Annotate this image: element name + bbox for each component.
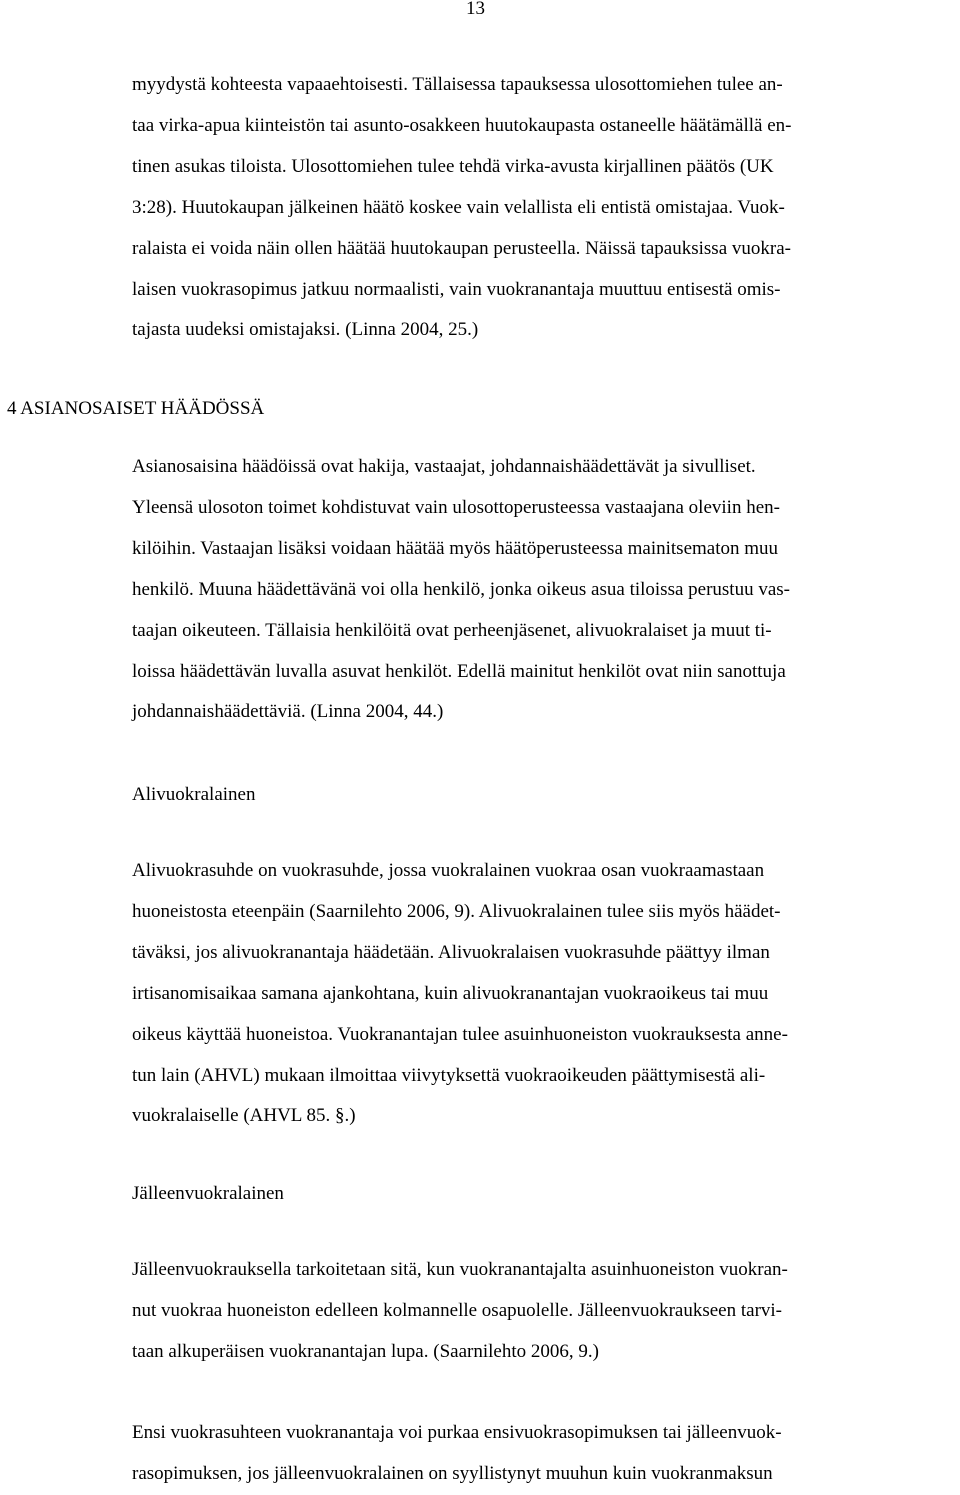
page-number: 13 (466, 0, 485, 19)
text-line: kilöihin. Vastaajan lisäksi voidaan häätää myös häätöperusteessa mainitsematon muu (132, 537, 779, 559)
text-line: irtisanomisaikaa samana ajankohtana, kuin alivuokranantajan vuokraoikeus tai muu (132, 982, 769, 1004)
text-line: huoneistosta eteenpäin (Saarnilehto 2006, 9). Alivuokralainen tulee siis myös häädet- (132, 900, 781, 922)
paragraph-jalleenvuokraus (132, 1250, 954, 1373)
text-line: nut vuokraa huoneiston edelleen kolmannelle osapuolelle. Jälleenvuokraukseen tarvi- (132, 1299, 783, 1321)
text-line: taajan oikeuteen. Tällaisia henkilöitä ovat perheenjäsenet, alivuokralaiset ja muut ti- (132, 619, 772, 641)
subheading-jalleenvuokralainen: Jälleenvuokralainen (132, 1183, 284, 1204)
text-line: henkilö. Muuna häädettävänä voi olla henkilö, jonka oikeus asua tiloissa perustuu vas- (132, 578, 790, 600)
text-line: vuokralaiselle (AHVL 85. §.) (132, 1105, 356, 1127)
text-line: laisen vuokrasopimus jatkuu normaalisti, vain vuokranantaja muuttuu entisestä omis- (132, 278, 781, 300)
text-line: 3:28). Huutokaupan jälkeinen häätö koskee vain velallista eli entistä omistajaa. Vuok- (132, 196, 785, 218)
subheading-alivuokralainen: Alivuokralainen (132, 784, 256, 805)
text-line: Yleensä ulosoton toimet kohdistuvat vain ulosottoperusteessa vastaajana oleviin hen- (132, 496, 780, 518)
text-line: johdannaishäädettäviä. (Linna 2004, 44.) (132, 701, 444, 723)
text-line: rasopimuksen, jos jälleenvuokralainen on syyllistynyt muuhun kuin vuokranmaksun (132, 1462, 773, 1484)
text-line: ralaista ei voida näin ollen häätää huutokaupan perusteella. Näissä tapauksissa vuokra- (132, 237, 791, 259)
section-heading: 4 ASIANOSAISET HÄÄDÖSSÄ (7, 398, 265, 419)
text-line: myydystä kohteesta vapaaehtoisesti. Tällaisessa tapauksessa ulosottomiehen tulee an- (132, 74, 783, 95)
text-line: täväksi, jos alivuokranantaja häädetään. Alivuokralaisen vuokrasuhde päättyy ilman (132, 941, 770, 963)
text-line: taa virka-apua kiinteistön tai asunto-osakkeen huutokaupasta ostaneelle häätämällä en- (132, 114, 792, 136)
text-line: Asianosaisina häädöissä ovat hakija, vastaajat, johdannaishäädettävät ja sivulliset. (132, 456, 756, 477)
text-line: Ensi vuokrasuhteen vuokranantaja voi purkaa ensivuokrasopimuksen tai jälleenvuok- (132, 1422, 782, 1443)
text-line: Jälleenvuokrauksella tarkoitetaan sitä, kun vuokranantajalta asuinhuoneiston vuokran- (132, 1259, 788, 1280)
text-line: Alivuokrasuhde on vuokrasuhde, jossa vuokralainen vuokraa osan vuokraamastaan (132, 860, 765, 881)
text-line: tajasta uudeksi omistajaksi. (Linna 2004, 25.) (132, 319, 479, 341)
text-line: tun lain (AHVL) mukaan ilmoittaa viivytyksettä vuokraoikeuden päättymisestä ali- (132, 1064, 766, 1086)
paragraph-intro (132, 65, 954, 351)
text-line: tinen asukas tiloista. Ulosottomiehen tulee tehdä virka-avusta kirjallinen päätös (UK (132, 155, 774, 177)
text-line: taan alkuperäisen vuokranantajan lupa. (Saarnilehto 2006, 9.) (132, 1340, 599, 1362)
paragraph-ensivuokrasuhde (132, 1413, 954, 1495)
paragraph-asianosaiset (132, 447, 954, 733)
paragraph-alivuokrasuhde (132, 851, 954, 1137)
text-line: oikeus käyttää huoneistoa. Vuokranantajan tulee asuinhuoneiston vuokrauksesta anne- (132, 1023, 788, 1045)
text-line: loissa häädettävän luvalla asuvat henkilöt. Edellä mainitut henkilöt ovat niin sanottuja (132, 660, 786, 682)
